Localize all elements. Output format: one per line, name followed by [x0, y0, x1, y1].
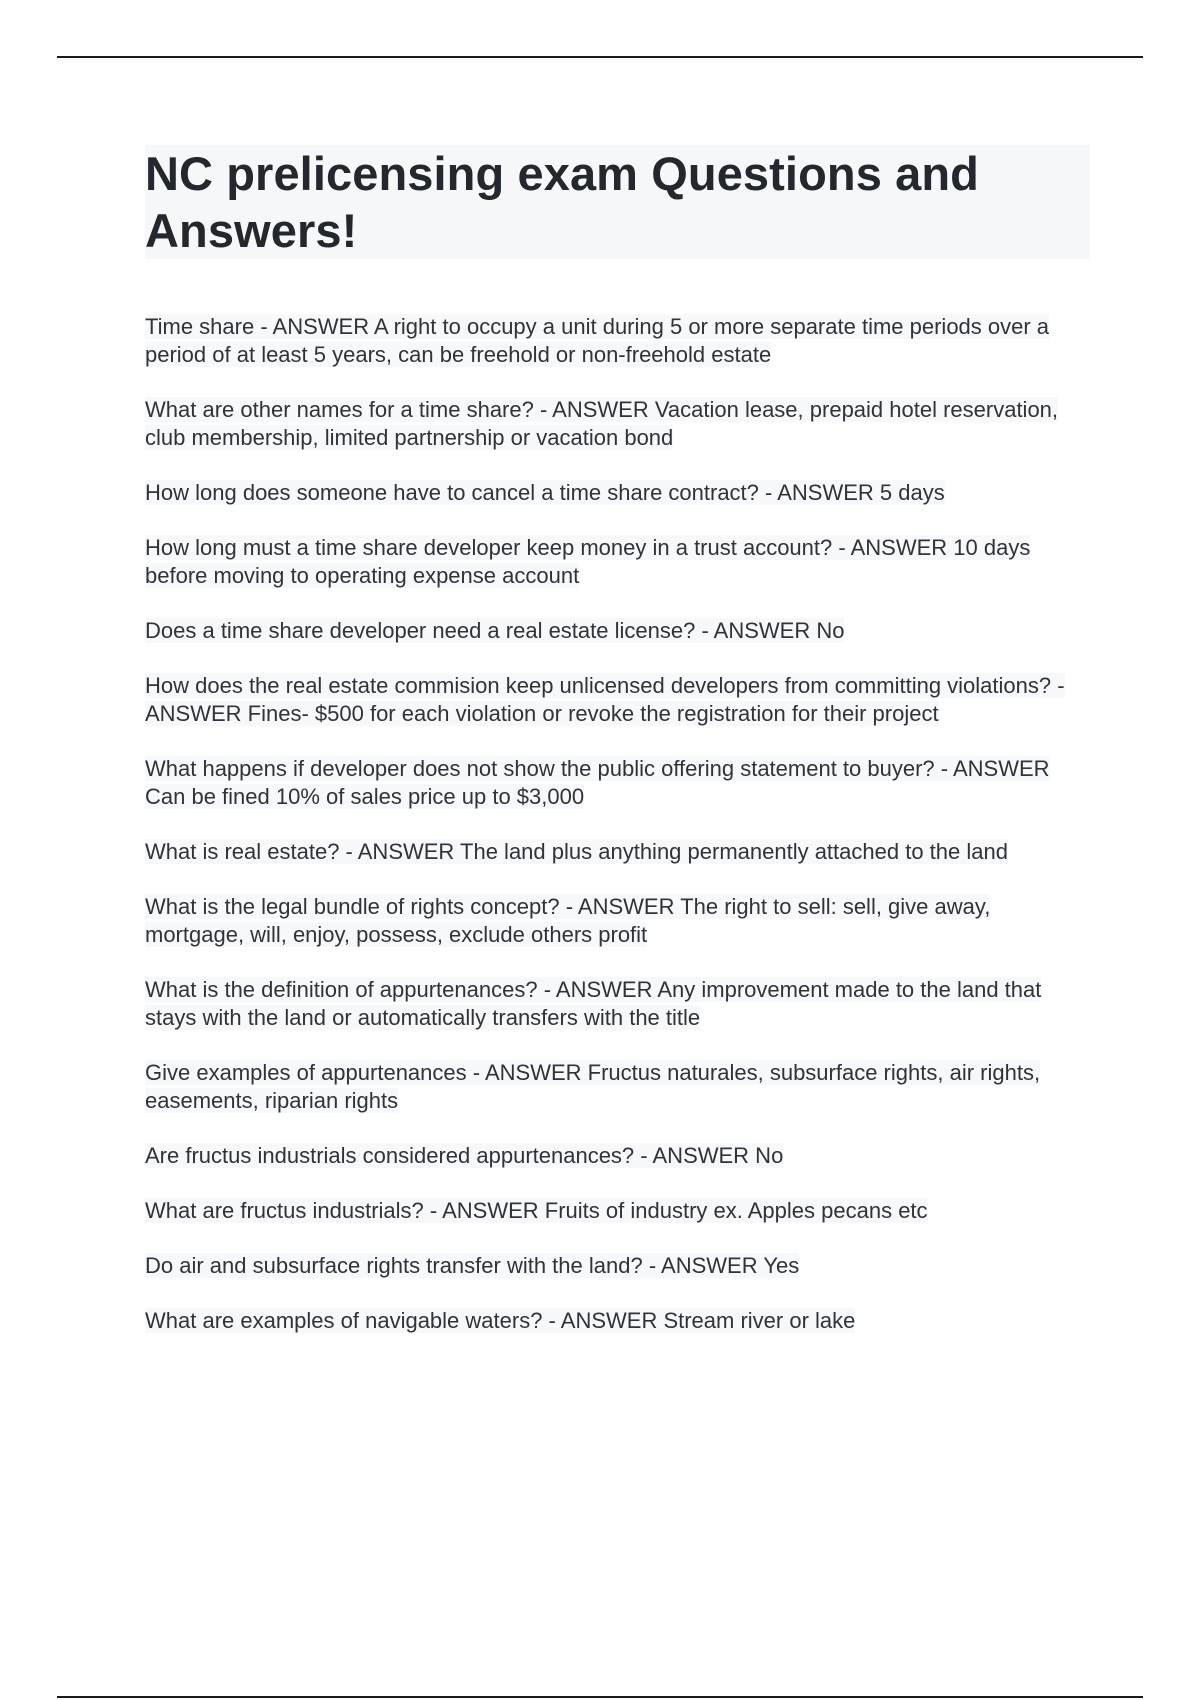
qa-text: What are other names for a time share? - ANSWER Vacation lease, prepaid hotel reservation, club membership, limited partnership or vacation bond — [145, 397, 1059, 450]
top-rule — [57, 56, 1143, 58]
qa-list — [145, 313, 1090, 1335]
qa-text: What are fructus industrials? - ANSWER Fruits of industry ex. Apples pecans etc — [145, 1198, 928, 1223]
qa-text: How long does someone have to cancel a time share contract? - ANSWER 5 days — [145, 480, 945, 505]
qa-text: Are fructus industrials considered appurtenances? - ANSWER No — [145, 1143, 784, 1168]
qa-text: Give examples of appurtenances - ANSWER Fructus naturales, subsurface rights, air rights, easements, riparian rights — [145, 1060, 1041, 1113]
qa-item — [145, 617, 1090, 645]
qa-item — [145, 534, 1090, 590]
qa-item — [145, 1307, 1090, 1335]
qa-text: How does the real estate commision keep unlicensed developers from committing violations? - ANSWER Fines- $500 for each violation or revoke the registration for their project — [145, 673, 1065, 726]
qa-text: Does a time share developer need a real estate license? - ANSWER No — [145, 618, 845, 643]
qa-text: What is real estate? - ANSWER The land plus anything permanently attached to the land — [145, 839, 1008, 864]
qa-item — [145, 976, 1090, 1032]
qa-text: Do air and subsurface rights transfer with the land? - ANSWER Yes — [145, 1253, 800, 1278]
qa-text: What are examples of navigable waters? - ANSWER Stream river or lake — [145, 1308, 856, 1333]
qa-text: What is the definition of appurtenances? - ANSWER Any improvement made to the land that stays with the land or automatically transfers with the title — [145, 977, 1042, 1030]
qa-item — [145, 1142, 1090, 1170]
qa-text: What is the legal bundle of rights concept? - ANSWER The right to sell: sell, give away, mortgage, will, enjoy, possess, exclude others profit — [145, 894, 991, 947]
qa-item — [145, 1252, 1090, 1280]
document-title: NC prelicensing exam Questions and Answers! — [145, 145, 1090, 259]
qa-item — [145, 479, 1090, 507]
qa-text: How long must a time share developer keep money in a trust account? - ANSWER 10 days before moving to operating expense account — [145, 535, 1031, 588]
qa-item — [145, 672, 1090, 728]
qa-item — [145, 838, 1090, 866]
qa-text: Time share - ANSWER A right to occupy a unit during 5 or more separate time periods over a period of at least 5 years, can be freehold or non-freehold estate — [145, 314, 1050, 367]
bottom-rule — [57, 1696, 1143, 1698]
document-body — [145, 145, 1090, 1362]
qa-item — [145, 1197, 1090, 1225]
qa-text: What happens if developer does not show the public offering statement to buyer? - ANSWER Can be fined 10% of sales price up to $3,000 — [145, 756, 1050, 809]
qa-item — [145, 755, 1090, 811]
qa-item — [145, 893, 1090, 949]
qa-item — [145, 396, 1090, 452]
qa-item — [145, 1059, 1090, 1115]
qa-item — [145, 313, 1090, 369]
